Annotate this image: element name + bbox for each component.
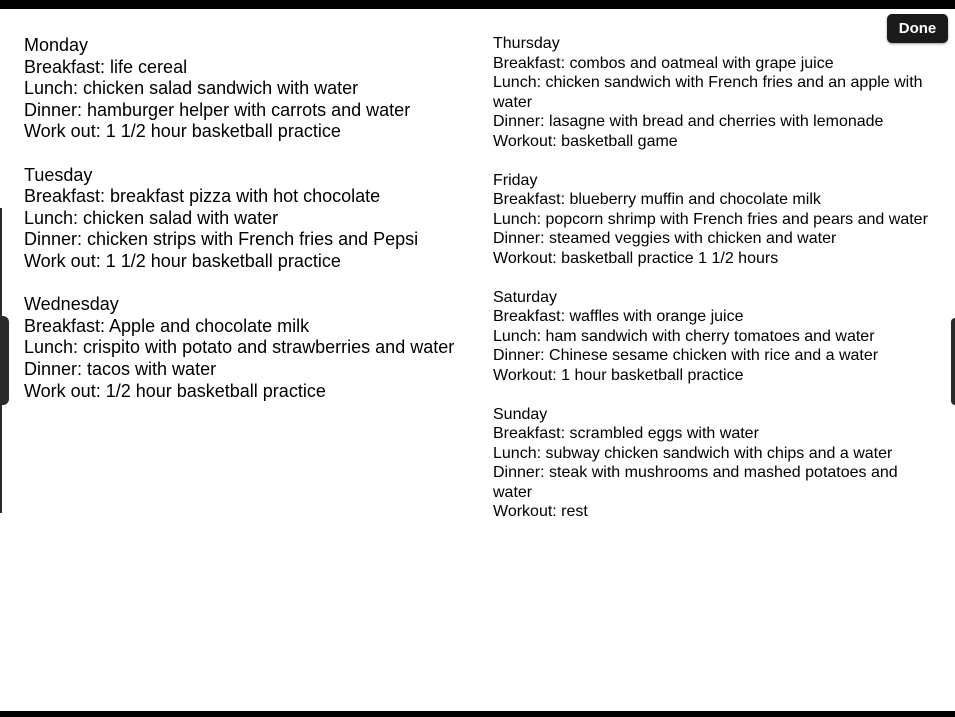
bottom-bar <box>0 711 955 717</box>
day-block-tuesday <box>24 165 464 273</box>
right-column <box>493 34 933 541</box>
meal-line: Breakfast: waffles with orange juice <box>493 308 744 325</box>
meal-line: Lunch: popcorn shrimp with French fries and pears and water <box>493 210 928 228</box>
right-page-handle[interactable] <box>951 318 955 405</box>
day-heading: Tuesday <box>24 164 93 185</box>
meal-line: Dinner: steamed veggies with chicken and water <box>493 230 837 247</box>
day-block-monday <box>24 35 464 143</box>
workout-line: Workout: basketball game <box>493 132 678 150</box>
day-heading: Saturday <box>493 288 558 306</box>
left-page-handle[interactable] <box>0 316 9 405</box>
meal-line: Breakfast: Apple and chocolate milk <box>24 315 310 336</box>
meal-line: Lunch: crispito with potato and strawberries and water <box>24 337 455 358</box>
meal-line: Lunch: chicken salad sandwich with water <box>24 78 359 99</box>
meal-line: Breakfast: breakfast pizza with hot chocolate <box>24 186 381 207</box>
workout-line: Workout: 1 hour basketball practice <box>493 366 744 384</box>
day-block-thursday <box>493 34 933 151</box>
workout-line: Workout: rest <box>493 503 588 520</box>
meal-line: Breakfast: scrambled eggs with water <box>493 425 759 442</box>
meal-line: Lunch: ham sandwich with cherry tomatoes and water <box>493 327 875 345</box>
meal-line: Dinner: steak with mushrooms and mashed potatoes and water <box>493 464 898 501</box>
meal-line: Lunch: chicken salad with water <box>24 207 279 228</box>
workout-line: Work out: 1/2 hour basketball practice <box>24 380 326 401</box>
meal-line: Lunch: chicken sandwich with French fries and an apple with water <box>493 74 923 111</box>
workout-line: Workout: basketball practice 1 1/2 hours <box>493 249 779 267</box>
meal-line: Dinner: hamburger helper with carrots and water <box>24 99 411 120</box>
workout-line: Work out: 1 1/2 hour basketball practice <box>24 250 341 271</box>
top-bar <box>0 0 955 9</box>
meal-line: Dinner: lasagne with bread and cherries with lemonade <box>493 113 884 130</box>
meal-line: Breakfast: combos and oatmeal with grape juice <box>493 54 834 72</box>
left-column <box>24 35 464 424</box>
meal-line: Dinner: chicken strips with French fries and Pepsi <box>24 229 419 250</box>
day-block-sunday <box>493 405 933 522</box>
day-heading: Thursday <box>493 35 560 52</box>
meal-line: Breakfast: blueberry muffin and chocolate milk <box>493 191 821 208</box>
day-block-saturday <box>493 288 933 386</box>
meal-line: Dinner: Chinese sesame chicken with rice and a water <box>493 347 879 364</box>
workout-line: Work out: 1 1/2 hour basketball practice <box>24 121 341 142</box>
meal-line: Dinner: tacos with water <box>24 358 217 379</box>
day-heading: Sunday <box>493 405 548 423</box>
meal-line: Lunch: subway chicken sandwich with chips and a water <box>493 444 893 462</box>
day-heading: Wednesday <box>24 294 119 315</box>
day-block-wednesday <box>24 294 464 402</box>
day-block-friday <box>493 171 933 269</box>
done-button[interactable]: Done <box>887 14 948 43</box>
meal-line: Breakfast: life cereal <box>24 56 188 77</box>
day-heading: Friday <box>493 171 538 189</box>
day-heading: Monday <box>24 35 89 55</box>
